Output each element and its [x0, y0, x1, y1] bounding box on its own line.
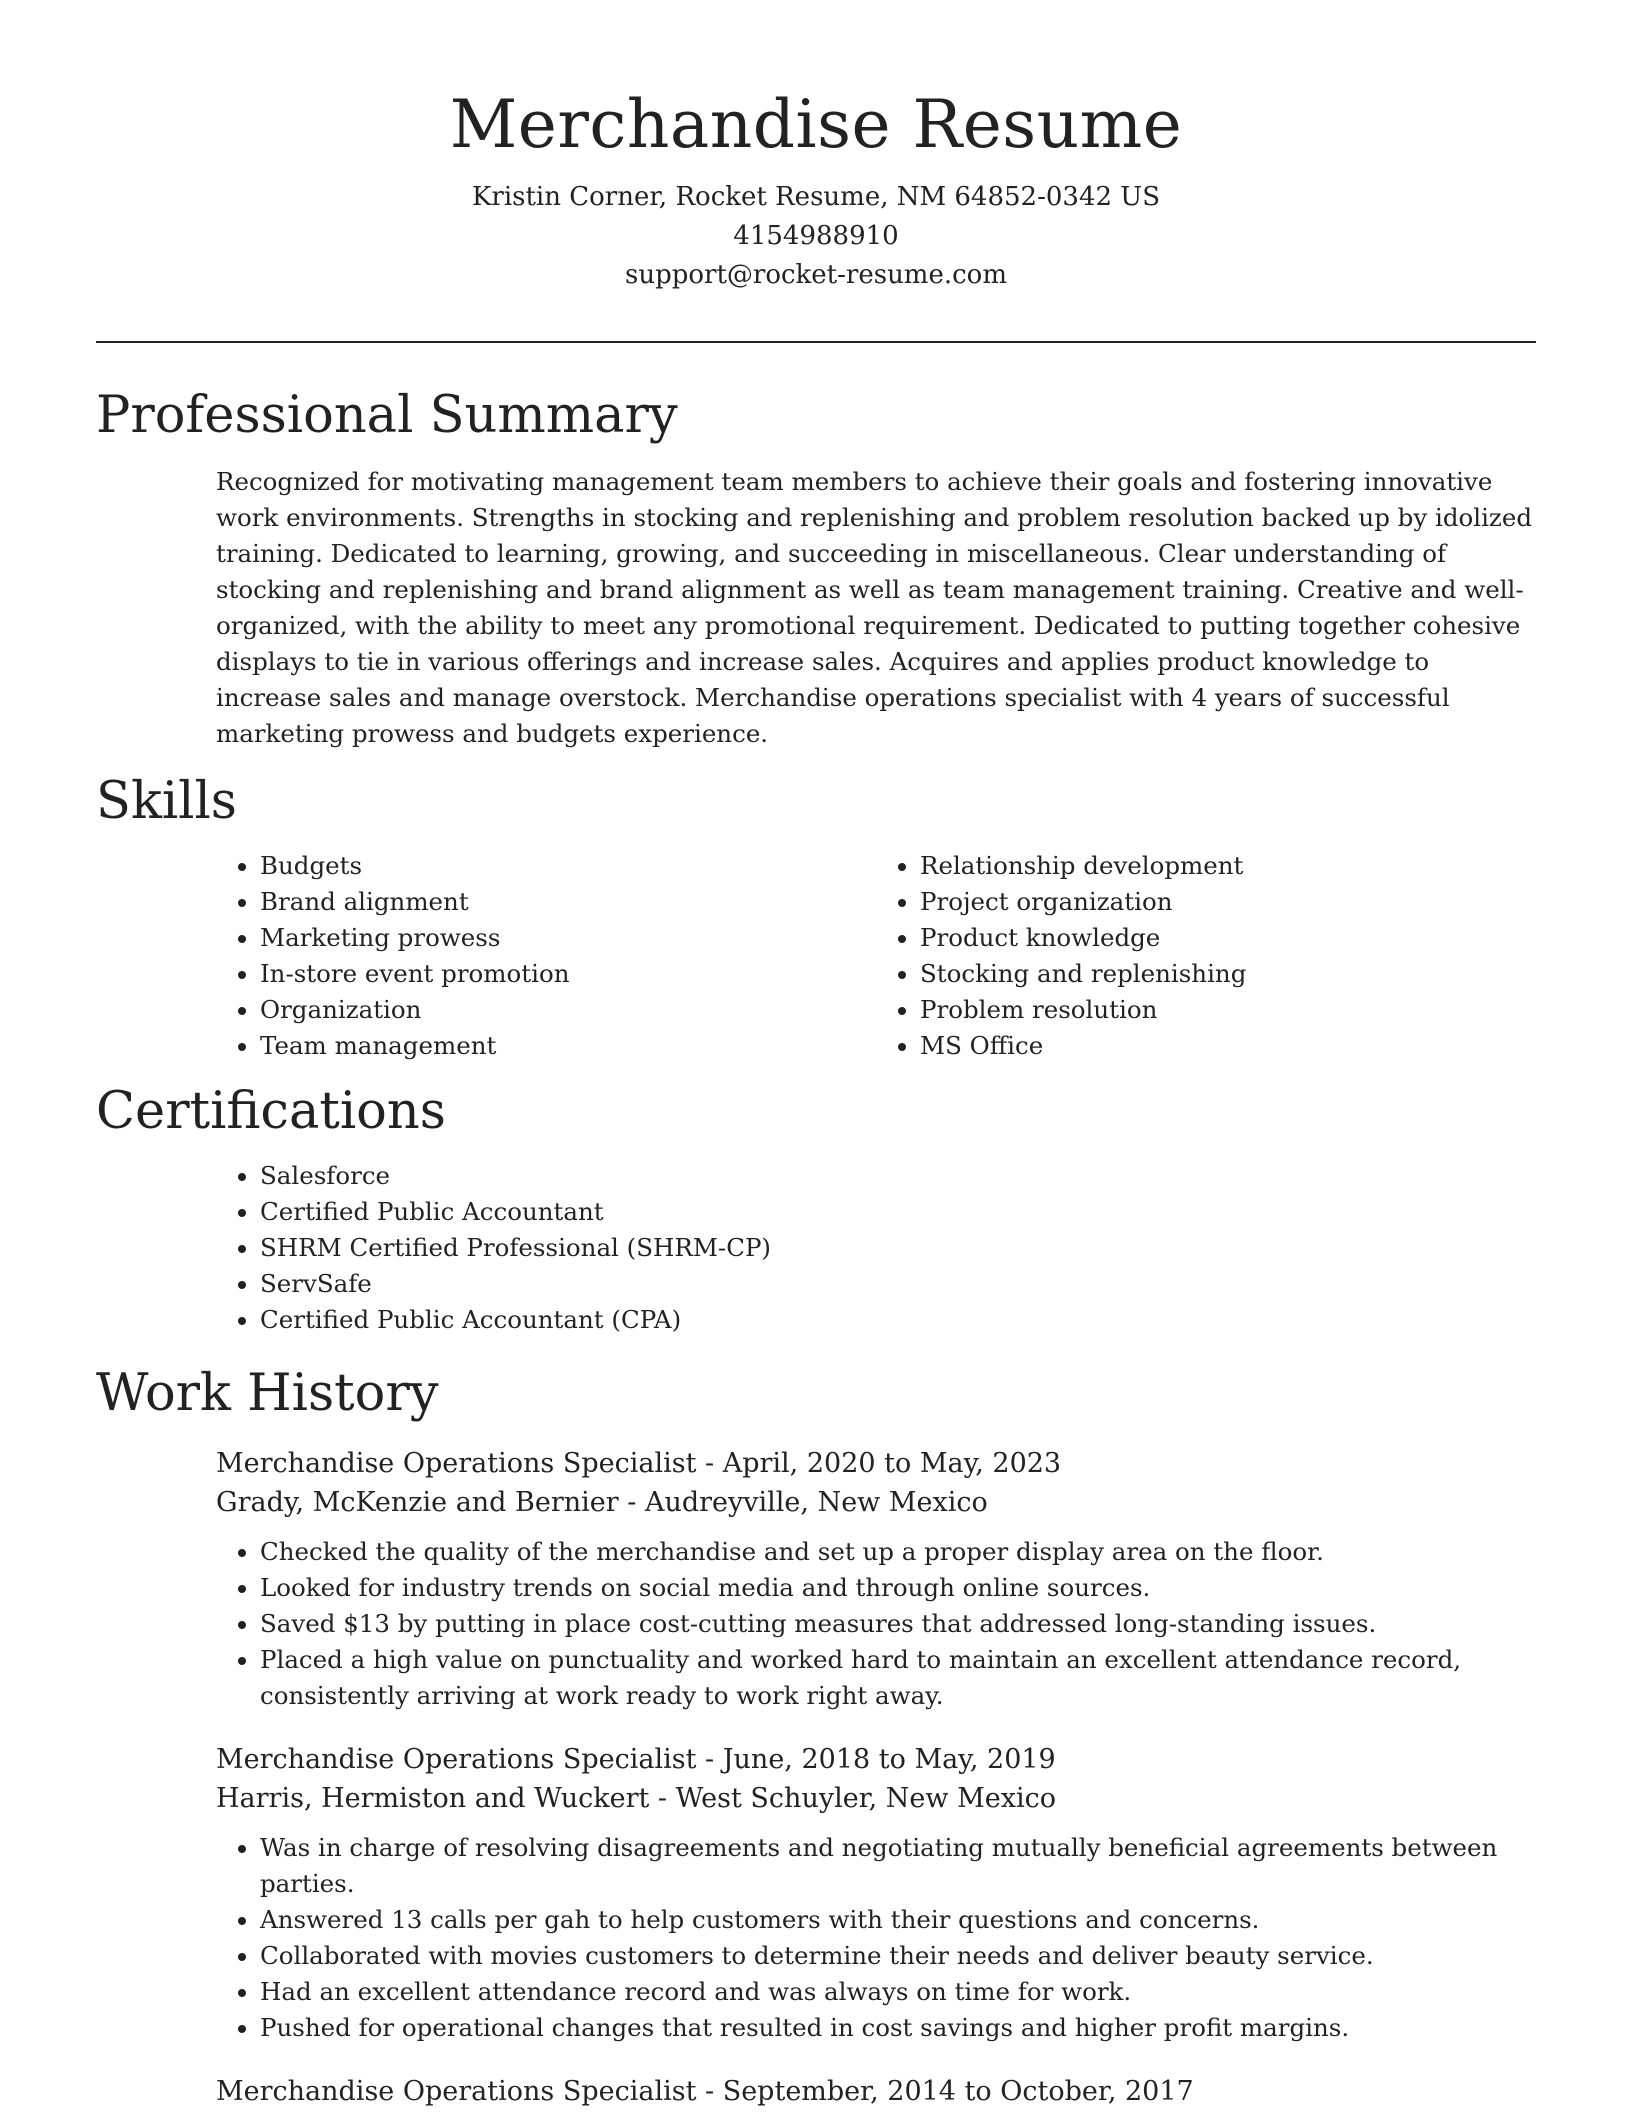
skills-heading: Skills [96, 772, 237, 831]
resume-title: Merchandise Resume [449, 86, 1183, 163]
header-divider [96, 341, 1536, 343]
resume-header [0, 80, 1632, 295]
skill-item: • In-store event promotion [260, 956, 876, 992]
contact-info [0, 178, 1632, 295]
job-title: Merchandise Operations Specialist - April, 2020 to May, 2023 [216, 1448, 1062, 1479]
resume-body [96, 380, 1536, 2111]
job-entry [216, 1444, 1536, 1714]
job-bullet: • Saved $13 by putting in place cost-cutting measures that addressed long-standing issues. [260, 1606, 1536, 1642]
job-bullet: • Pushed for operational changes that resulted in cost savings and higher profit margins. [260, 2010, 1536, 2046]
job-company: Grady, McKenzie and Bernier - Audreyville, New Mexico [216, 1487, 988, 1518]
job-bullet: • Placed a high value on punctuality and worked hard to maintain an excellent attendance record, consistently arriving at work ready to work right away. [260, 1642, 1536, 1714]
job-entry [216, 1740, 1536, 2046]
job-bullet: • Checked the quality of the merchandise and set up a proper display area on the floor. [260, 1534, 1536, 1570]
skill-item: • Project organization [920, 884, 1536, 920]
job-bullet: • Had an excellent attendance record and was always on time for work. [260, 1974, 1536, 2010]
job-bullet: • Looked for industry trends on social media and through online sources. [260, 1570, 1536, 1606]
skill-item: • Team management [260, 1028, 876, 1064]
skill-item: • Marketing prowess [260, 920, 876, 956]
contact-email: support@rocket-resume.com [624, 260, 1007, 290]
skills-column-right [876, 848, 1536, 1064]
skill-item: • MS Office [920, 1028, 1536, 1064]
job-bullet: • Collaborated with movies customers to determine their needs and deliver beauty service. [260, 1938, 1536, 1974]
skills-list [216, 848, 1536, 1064]
skill-item: • Stocking and replenishing [920, 956, 1536, 992]
job-title: Merchandise Operations Specialist - September, 2014 to October, 2017 [216, 2076, 1194, 2107]
job-title: Merchandise Operations Specialist - June, 2018 to May, 2019 [216, 1744, 1056, 1775]
job-bullets [216, 1534, 1536, 1714]
contact-phone: 4154988910 [733, 221, 899, 251]
job-bullets [216, 1830, 1536, 2046]
skill-item: • Organization [260, 992, 876, 1028]
certifications-list [216, 1158, 1536, 1338]
certification-item: • SHRM Certified Professional (SHRM-CP) [260, 1230, 1536, 1266]
job-company: Harris, Hermiston and Wuckert - West Schuyler, New Mexico [216, 1783, 1056, 1814]
job-bullet: • Answered 13 calls per gah to help customers with their questions and concerns. [260, 1902, 1536, 1938]
skill-item: • Brand alignment [260, 884, 876, 920]
skill-item: • Relationship development [920, 848, 1536, 884]
certification-item: • Certified Public Accountant [260, 1194, 1536, 1230]
skill-item: • Budgets [260, 848, 876, 884]
contact-address: Kristin Corner, Rocket Resume, NM 64852-0342 US [471, 182, 1161, 212]
certifications-heading: Certifications [96, 1082, 446, 1141]
summary-heading: Professional Summary [96, 386, 678, 445]
skill-item: • Product knowledge [920, 920, 1536, 956]
certification-item: • ServSafe [260, 1266, 1536, 1302]
certification-item: • Certified Public Accountant (CPA) [260, 1302, 1536, 1338]
summary-text: Recognized for motivating management team members to achieve their goals and fostering innovative work environments. Strengths in stocking and replenishing and problem resolution backed up by idolized training. Dedicated to learning, growing, and succeeding in miscellaneous. Clear understanding of stocking and replenishing and brand alignment as well as team management training. Creative and well-organized, with the ability to meet any promotional requirement. Dedicated to putting together cohesive displays to tie in various offerings and increase sales. Acquires and applies product knowledge to increase sales and manage overstock. Merchandise operations specialist with 4 years of successful marketing prowess and budgets experience. [216, 467, 1533, 748]
certification-item: • Salesforce [260, 1158, 1536, 1194]
job-entry [216, 2072, 1536, 2111]
job-bullet: • Was in charge of resolving disagreements and negotiating mutually beneficial agreements between parties. [260, 1830, 1536, 1902]
work-history-heading: Work History [96, 1364, 439, 1423]
skill-item: • Problem resolution [920, 992, 1536, 1028]
skills-column-left [216, 848, 876, 1064]
